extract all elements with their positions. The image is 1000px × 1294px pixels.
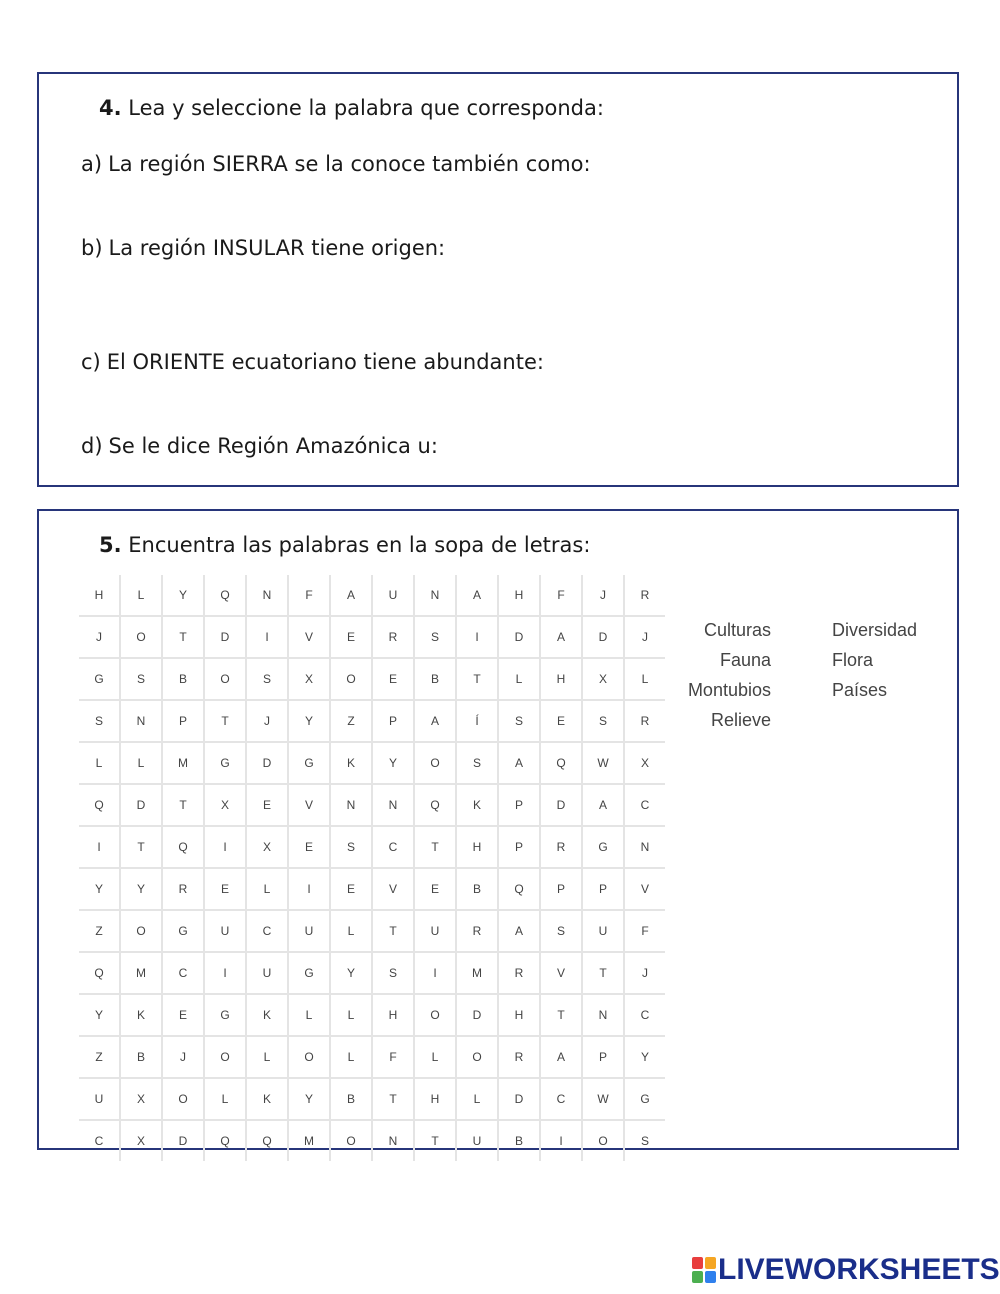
grid-cell[interactable]: J — [79, 616, 120, 658]
section-4-box — [37, 72, 959, 487]
grid-cell[interactable]: X — [288, 658, 330, 700]
grid-cell[interactable]: V — [288, 784, 330, 826]
grid-cell[interactable]: K — [246, 994, 288, 1036]
grid-cell[interactable]: Q — [414, 784, 456, 826]
grid-cell[interactable]: K — [330, 742, 372, 784]
grid-cell[interactable]: Q — [540, 742, 582, 784]
grid-cell[interactable]: Y — [624, 1036, 665, 1078]
grid-row — [79, 910, 665, 952]
grid-cell[interactable]: O — [204, 1036, 246, 1078]
grid-cell[interactable]: X — [120, 1120, 162, 1161]
grid-cell[interactable]: L — [79, 742, 120, 784]
grid-cell[interactable]: G — [288, 742, 330, 784]
grid-row — [79, 994, 665, 1036]
word-item: Relieve — [710, 710, 771, 730]
question-b: b) La región INSULAR tiene origen: — [81, 236, 446, 260]
grid-cell[interactable]: L — [330, 994, 372, 1036]
grid-row — [79, 868, 665, 910]
grid-cell[interactable]: E — [372, 658, 414, 700]
grid-cell[interactable]: L — [414, 1036, 456, 1078]
grid-cell[interactable]: B — [414, 658, 456, 700]
grid-cell[interactable]: H — [540, 658, 582, 700]
grid-cell[interactable]: O — [162, 1078, 204, 1120]
grid-cell[interactable]: U — [414, 910, 456, 952]
grid-cell[interactable]: F — [540, 575, 582, 616]
grid-cell[interactable]: S — [120, 658, 162, 700]
grid-cell[interactable]: O — [330, 1120, 372, 1161]
grid-cell[interactable]: H — [498, 575, 540, 616]
grid-cell[interactable]: Q — [79, 784, 120, 826]
grid-cell[interactable]: L — [120, 575, 162, 616]
grid-row — [79, 700, 665, 742]
grid-cell[interactable]: X — [582, 658, 624, 700]
grid-row — [79, 952, 665, 994]
word-search-grid[interactable] — [79, 575, 665, 1161]
grid-cell[interactable]: I — [414, 952, 456, 994]
grid-cell[interactable]: D — [456, 994, 498, 1036]
grid-cell[interactable]: P — [582, 868, 624, 910]
grid-cell[interactable]: D — [120, 784, 162, 826]
grid-cell[interactable]: S — [498, 700, 540, 742]
word-item: Diversidad — [832, 620, 918, 640]
grid-cell[interactable]: R — [624, 575, 665, 616]
grid-cell[interactable]: T — [582, 952, 624, 994]
grid-row — [79, 1120, 665, 1161]
grid-cell[interactable]: H — [79, 575, 120, 616]
grid-cell[interactable]: D — [204, 616, 246, 658]
grid-cell[interactable]: N — [120, 700, 162, 742]
grid-cell[interactable]: H — [456, 826, 498, 868]
grid-cell[interactable]: V — [540, 952, 582, 994]
grid-cell[interactable]: A — [582, 784, 624, 826]
grid-cell[interactable]: T — [540, 994, 582, 1036]
grid-cell[interactable]: J — [624, 616, 665, 658]
grid-cell[interactable]: Q — [498, 868, 540, 910]
word-list-column-1 — [688, 615, 771, 735]
grid-cell[interactable]: J — [162, 1036, 204, 1078]
grid-cell[interactable]: E — [204, 868, 246, 910]
grid-cell[interactable]: X — [120, 1078, 162, 1120]
grid-cell[interactable]: D — [540, 784, 582, 826]
grid-cell[interactable]: N — [246, 575, 288, 616]
grid-cell[interactable]: G — [162, 910, 204, 952]
grid-row — [79, 1036, 665, 1078]
grid-cell[interactable]: Q — [246, 1120, 288, 1161]
grid-cell[interactable]: Q — [204, 575, 246, 616]
grid-cell[interactable]: J — [624, 952, 665, 994]
grid-cell[interactable]: I — [288, 868, 330, 910]
grid-cell[interactable]: Y — [120, 868, 162, 910]
grid-cell[interactable]: C — [162, 952, 204, 994]
liveworksheets-logo-icon — [692, 1257, 716, 1283]
grid-cell[interactable]: A — [456, 575, 498, 616]
grid-cell[interactable]: C — [624, 784, 665, 826]
grid-cell[interactable]: S — [624, 1120, 665, 1161]
grid-cell[interactable]: O — [120, 616, 162, 658]
grid-cell[interactable]: A — [330, 575, 372, 616]
grid-cell[interactable]: S — [582, 700, 624, 742]
grid-cell[interactable]: S — [372, 952, 414, 994]
grid-cell[interactable]: U — [79, 1078, 120, 1120]
grid-cell[interactable]: A — [498, 910, 540, 952]
grid-cell[interactable]: D — [582, 616, 624, 658]
grid-cell[interactable]: M — [456, 952, 498, 994]
grid-cell[interactable]: O — [414, 994, 456, 1036]
grid-cell[interactable]: Y — [79, 994, 120, 1036]
grid-cell[interactable]: T — [204, 700, 246, 742]
question-d: d) Se le dice Región Amazónica u: — [81, 434, 438, 458]
grid-cell[interactable]: T — [120, 826, 162, 868]
word-item: Montubios — [687, 680, 771, 700]
grid-row — [79, 826, 665, 868]
grid-cell[interactable]: Í — [456, 700, 498, 742]
grid-cell[interactable]: I — [204, 952, 246, 994]
grid-cell[interactable]: R — [498, 952, 540, 994]
grid-cell[interactable]: X — [624, 742, 665, 784]
grid-cell[interactable]: M — [120, 952, 162, 994]
grid-cell[interactable]: E — [330, 868, 372, 910]
grid-cell[interactable]: E — [162, 994, 204, 1036]
grid-cell[interactable]: J — [246, 700, 288, 742]
grid-cell[interactable]: N — [414, 575, 456, 616]
grid-cell[interactable]: Y — [288, 1078, 330, 1120]
grid-cell[interactable]: G — [288, 952, 330, 994]
grid-cell[interactable]: G — [204, 994, 246, 1036]
grid-cell[interactable]: X — [246, 826, 288, 868]
grid-cell[interactable]: Z — [79, 1036, 120, 1078]
grid-cell[interactable]: O — [456, 1036, 498, 1078]
grid-cell[interactable]: C — [540, 1078, 582, 1120]
grid-cell[interactable]: A — [540, 1036, 582, 1078]
grid-cell[interactable]: L — [624, 658, 665, 700]
grid-cell[interactable]: G — [79, 658, 120, 700]
section-5-box — [37, 509, 959, 1150]
grid-cell[interactable]: O — [204, 658, 246, 700]
grid-cell[interactable]: L — [330, 910, 372, 952]
grid-cell[interactable]: H — [498, 994, 540, 1036]
grid-cell[interactable]: I — [204, 826, 246, 868]
grid-cell[interactable]: S — [330, 826, 372, 868]
word-item: Flora — [832, 650, 874, 670]
grid-cell[interactable]: O — [288, 1036, 330, 1078]
grid-cell[interactable]: U — [582, 910, 624, 952]
grid-cell[interactable]: I — [540, 1120, 582, 1161]
grid-cell[interactable]: B — [456, 868, 498, 910]
grid-cell[interactable]: B — [498, 1120, 540, 1161]
section-4-title: 4. Lea y seleccione la palabra que corresponda: — [99, 96, 604, 120]
grid-cell[interactable]: X — [204, 784, 246, 826]
grid-cell[interactable]: S — [456, 742, 498, 784]
grid-cell[interactable]: A — [540, 616, 582, 658]
grid-cell[interactable]: E — [540, 700, 582, 742]
grid-cell[interactable]: T — [372, 1078, 414, 1120]
grid-cell[interactable]: B — [120, 1036, 162, 1078]
grid-cell[interactable]: L — [246, 1036, 288, 1078]
grid-cell[interactable]: V — [288, 616, 330, 658]
grid-cell[interactable]: G — [582, 826, 624, 868]
grid-cell[interactable]: S — [414, 616, 456, 658]
grid-row — [79, 575, 665, 616]
grid-cell[interactable]: P — [540, 868, 582, 910]
grid-cell[interactable]: Y — [79, 868, 120, 910]
grid-cell[interactable]: L — [288, 994, 330, 1036]
grid-cell[interactable]: L — [498, 658, 540, 700]
grid-cell[interactable]: O — [582, 1120, 624, 1161]
grid-cell[interactable]: R — [540, 826, 582, 868]
grid-cell[interactable]: S — [540, 910, 582, 952]
grid-cell[interactable]: P — [498, 826, 540, 868]
grid-row — [79, 742, 665, 784]
grid-cell[interactable]: W — [582, 742, 624, 784]
grid-cell[interactable]: Z — [330, 700, 372, 742]
grid-cell[interactable]: A — [498, 742, 540, 784]
grid-cell[interactable]: I — [246, 616, 288, 658]
grid-cell[interactable]: E — [330, 616, 372, 658]
grid-cell[interactable]: S — [246, 658, 288, 700]
grid-cell[interactable]: C — [624, 994, 665, 1036]
grid-cell[interactable]: B — [330, 1078, 372, 1120]
grid-cell[interactable]: T — [414, 1120, 456, 1161]
grid-cell[interactable]: J — [582, 575, 624, 616]
grid-cell[interactable]: K — [246, 1078, 288, 1120]
grid-cell[interactable]: Y — [288, 700, 330, 742]
grid-cell[interactable]: V — [624, 868, 665, 910]
grid-cell[interactable]: D — [498, 616, 540, 658]
grid-cell[interactable]: R — [456, 910, 498, 952]
word-list-column-2 — [832, 615, 917, 705]
section-5-title: 5. Encuentra las palabras en la sopa de letras: — [99, 533, 591, 557]
grid-cell[interactable]: N — [330, 784, 372, 826]
word-item: Países — [832, 680, 888, 700]
grid-cell[interactable]: E — [288, 826, 330, 868]
word-item: Culturas — [703, 620, 771, 640]
grid-cell[interactable]: H — [414, 1078, 456, 1120]
grid-cell[interactable]: O — [120, 910, 162, 952]
grid-cell[interactable]: D — [246, 742, 288, 784]
grid-cell[interactable]: N — [582, 994, 624, 1036]
grid-cell[interactable]: F — [288, 575, 330, 616]
grid-cell[interactable]: T — [456, 658, 498, 700]
grid-cell[interactable]: L — [330, 1036, 372, 1078]
grid-cell[interactable]: E — [414, 868, 456, 910]
grid-row — [79, 1078, 665, 1120]
grid-cell[interactable]: C — [372, 826, 414, 868]
grid-cell[interactable]: L — [246, 868, 288, 910]
grid-cell[interactable]: F — [624, 910, 665, 952]
grid-cell[interactable]: N — [624, 826, 665, 868]
grid-cell[interactable]: H — [372, 994, 414, 1036]
grid-cell[interactable]: L — [204, 1078, 246, 1120]
grid-cell[interactable]: G — [624, 1078, 665, 1120]
grid-cell[interactable]: T — [372, 910, 414, 952]
brand-name: LIVEWORKSHEETS — [718, 1253, 1000, 1286]
grid-cell[interactable]: Y — [330, 952, 372, 994]
grid-cell[interactable]: C — [79, 1120, 120, 1161]
grid-cell[interactable]: P — [582, 1036, 624, 1078]
grid-cell[interactable]: N — [372, 1120, 414, 1161]
grid-cell[interactable]: U — [204, 910, 246, 952]
grid-cell[interactable]: I — [456, 616, 498, 658]
grid-cell[interactable]: Q — [79, 952, 120, 994]
grid-cell[interactable]: O — [330, 658, 372, 700]
grid-cell[interactable]: U — [456, 1120, 498, 1161]
grid-cell[interactable]: P — [372, 700, 414, 742]
grid-cell[interactable]: N — [372, 784, 414, 826]
grid-cell[interactable]: K — [456, 784, 498, 826]
grid-cell[interactable]: T — [162, 616, 204, 658]
grid-cell[interactable]: D — [162, 1120, 204, 1161]
grid-cell[interactable]: O — [414, 742, 456, 784]
grid-cell[interactable]: Y — [372, 742, 414, 784]
grid-cell[interactable]: S — [79, 700, 120, 742]
grid-cell[interactable]: P — [162, 700, 204, 742]
grid-cell[interactable]: I — [79, 826, 120, 868]
grid-cell[interactable]: M — [288, 1120, 330, 1161]
question-c: c) El ORIENTE ecuatoriano tiene abundante: — [81, 350, 544, 374]
grid-row — [79, 616, 665, 658]
grid-cell[interactable]: Q — [162, 826, 204, 868]
grid-cell[interactable]: Q — [204, 1120, 246, 1161]
grid-cell[interactable]: T — [414, 826, 456, 868]
grid-row — [79, 784, 665, 826]
word-item: Fauna — [719, 650, 771, 670]
grid-cell[interactable]: E — [246, 784, 288, 826]
grid-cell[interactable]: W — [582, 1078, 624, 1120]
grid-cell[interactable]: U — [246, 952, 288, 994]
grid-cell[interactable]: K — [120, 994, 162, 1036]
grid-cell[interactable]: B — [162, 658, 204, 700]
grid-cell[interactable]: P — [498, 784, 540, 826]
liveworksheets-brand — [692, 1253, 1000, 1287]
question-a: a) La región SIERRA se la conoce también como: — [81, 152, 591, 176]
grid-cell[interactable]: R — [162, 868, 204, 910]
grid-row — [79, 658, 665, 700]
grid-cell[interactable]: Z — [79, 910, 120, 952]
grid-cell[interactable]: G — [204, 742, 246, 784]
grid-cell[interactable]: L — [120, 742, 162, 784]
grid-cell[interactable]: D — [498, 1078, 540, 1120]
grid-cell[interactable]: T — [162, 784, 204, 826]
grid-cell[interactable]: U — [288, 910, 330, 952]
grid-cell[interactable]: U — [372, 575, 414, 616]
grid-cell[interactable]: R — [624, 700, 665, 742]
grid-cell[interactable]: F — [372, 1036, 414, 1078]
grid-cell[interactable]: L — [456, 1078, 498, 1120]
grid-cell[interactable]: C — [246, 910, 288, 952]
grid-cell[interactable]: R — [372, 616, 414, 658]
grid-cell[interactable]: M — [162, 742, 204, 784]
grid-cell[interactable]: R — [498, 1036, 540, 1078]
grid-cell[interactable]: A — [414, 700, 456, 742]
grid-cell[interactable]: V — [372, 868, 414, 910]
grid-cell[interactable]: Y — [162, 575, 204, 616]
